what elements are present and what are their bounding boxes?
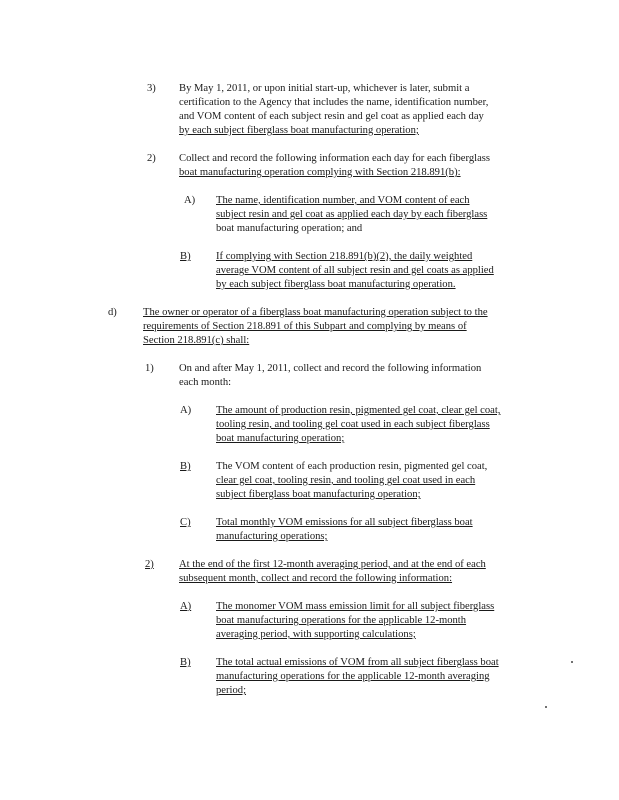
text-line: On and after May 1, 2011, collect and record the following information — [179, 363, 482, 374]
item-label: 2) — [145, 559, 154, 570]
text-line: period; — [216, 685, 247, 696]
text-line: subject resin and gel coat as applied each day by each fiberglass — [216, 209, 488, 220]
text-line: If complying with Section 218.891(b)(2), the daily weighted — [216, 251, 473, 262]
item-label: B) — [180, 657, 191, 668]
paragraph-text — [216, 460, 530, 502]
item-label: C) — [180, 517, 191, 528]
text-line: by each subject fiberglass boat manufacturing operation; — [179, 125, 419, 136]
text-line: The name, identification number, and VOM content of each — [216, 195, 470, 206]
text-line: The total actual emissions of VOM from all subject fiberglass boat — [216, 657, 499, 668]
text-line: At the end of the first 12-month averaging period, and at the end of each — [179, 559, 486, 570]
text-line: Section 218.891(c) shall: — [143, 335, 250, 346]
text-line: By May 1, 2011, or upon initial start-up, whichever is later, submit a — [179, 83, 470, 94]
text-line: clear gel coat, tooling resin, and tooling gel coat used in each — [216, 475, 476, 486]
paragraph-text — [216, 600, 536, 642]
paragraph-text — [179, 82, 531, 138]
text-line: boat manufacturing operation; and — [216, 223, 363, 234]
paragraph-text — [143, 306, 537, 348]
scan-speck — [545, 706, 547, 708]
text-line: The amount of production resin, pigmented gel coat, clear gel coat, — [216, 405, 501, 416]
text-line: each month: — [179, 377, 232, 388]
item-label: d) — [108, 307, 117, 318]
text-line: The monomer VOM mass emission limit for all subject fiberglass — [216, 601, 495, 612]
item-label: B) — [180, 251, 191, 262]
text-line: subsequent month, collect and record the following information: — [179, 573, 453, 584]
text-line: requirements of Section 218.891 of this Subpart and complying by means of — [143, 321, 467, 332]
paragraph-text — [216, 516, 516, 544]
paragraph-text — [179, 362, 525, 390]
text-line: certification to the Agency that includes the name, identification number, — [179, 97, 489, 108]
item-label: 3) — [147, 83, 156, 94]
text-line: Total monthly VOM emissions for all subject fiberglass boat — [216, 517, 473, 528]
text-line: boat manufacturing operations for the applicable 12-month — [216, 615, 467, 626]
item-label: A) — [180, 601, 192, 612]
scan-speck — [571, 661, 573, 663]
text-line: subject fiberglass boat manufacturing operation; — [216, 489, 421, 500]
paragraph-text — [179, 152, 535, 180]
paragraph-text — [216, 404, 538, 446]
text-line: manufacturing operations; — [216, 531, 328, 542]
item-label: A) — [180, 405, 192, 416]
paragraph-text — [216, 656, 536, 698]
item-label: B) — [180, 461, 191, 472]
text-line: Collect and record the following information each day for each fiberglass — [179, 153, 491, 164]
text-line: and VOM content of each subject resin and gel coat as applied each day — [179, 111, 484, 122]
item-label: 2) — [147, 153, 156, 164]
item-label: 1) — [145, 363, 154, 374]
text-line: average VOM content of all subject resin and gel coats as applied — [216, 265, 494, 276]
text-line: The VOM content of each production resin, pigmented gel coat, — [216, 461, 488, 472]
text-line: boat manufacturing operation complying with Section 218.891(b): — [179, 167, 461, 178]
text-line: boat manufacturing operation; — [216, 433, 345, 444]
item-label: A) — [184, 195, 196, 206]
paragraph-text — [216, 250, 536, 292]
text-line: tooling resin, and tooling gel coat used in each subject fiberglass — [216, 419, 490, 430]
paragraph-text — [216, 194, 536, 236]
text-line: The owner or operator of a fiberglass boat manufacturing operation subject to the — [143, 307, 488, 318]
paragraph-text — [179, 558, 531, 586]
text-line: manufacturing operations for the applicable 12-month averaging — [216, 671, 490, 682]
text-line: by each subject fiberglass boat manufacturing operation. — [216, 279, 456, 290]
text-line: averaging period, with supporting calculations; — [216, 629, 416, 640]
